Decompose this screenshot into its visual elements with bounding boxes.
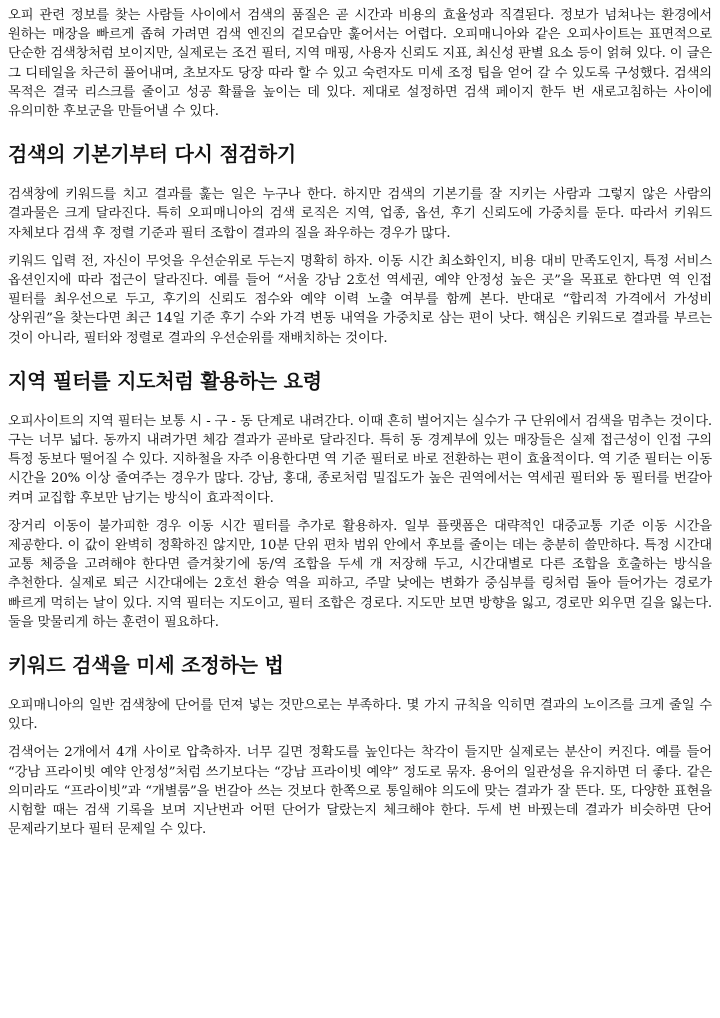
intro-paragraph: 오피 관련 정보를 찾는 사람들 사이에서 검색의 품질은 곧 시간과 비용의 효율성과 직결된다. 정보가 넘쳐나는 환경에서 원하는 매장을 빠르게 좁혀 가려면 검색 엔진의 겉모습만 훑어서는 어렵다. 오피매니아와 같은 오피사이트는 표면적으로 단순한 검색창처럼 보이지만, 실제로는 조건 필터, 지역 매핑, 사용자 신뢰도 지표, 최신성 판별 요소 등이 얽혀 있다. 이 글은 그 디테일을 차근히 풀어내며, 초보자도 당장 따라 할 수 있고 숙련자도 미세 조정 팁을 얻어 갈 수 있도록 구성했다. 검색의 목적은 결국 리스크를 줄이고 성공 확률을 높이는 데 있다. 제대로 설정하면 검색 페이지 한두 번 새로고침하는 사이에 유의미한 후보군을 만들어낼 수 있다.	[8, 8, 712, 120]
section-keyword-tuning	[8, 652, 712, 839]
section-heading: 검색의 기본기부터 다시 점검하기	[8, 142, 296, 167]
body-paragraph: 장거리 이동이 불가피한 경우 이동 시간 필터를 추가로 활용하자. 일부 플랫폼은 대략적인 대중교통 기준 이동 시간을 제공한다. 이 값이 완벽히 정확하진 않지만, 10분 단위 편차 범위 안에서 후보를 줄이는 데는 충분히 쓸만하다. 특정 시간대 교통 체증을 고려해야 한다면 즐겨찾기에 동/역 조합을 두세 개 저장해 두고, 시간대별로 다른 조합을 호출하는 방식을 추천한다. 실제로 퇴근 시간대에는 2호선 환승 역을 피하고, 주말 낮에는 변화가 중심부를 링처럼 돌아 들어가는 경로가 빠르게 먹히는 날이 있다. 지역 필터는 지도이고, 필터 조합은 경로다. 지도만 보면 방향을 잃고, 경로만 외우면 길을 잃는다. 둘을 맞물리게 하는 훈련이 필요하다.	[8, 518, 712, 630]
body-paragraph: 오피사이트의 지역 필터는 보통 시 - 구 - 동 단계로 내려간다. 이때 흔히 벌어지는 실수가 구 단위에서 검색을 멈추는 것이다. 구는 너무 넓다. 동까지 내려가면 체감 결과가 곧바로 달라진다. 특히 동 경계부에 있는 매장들은 실제 접근성이 인접 구의 특정 동보다 떨어질 수 있다. 지하철을 자주 이용한다면 역 기준 필터로 바로 전환하는 편이 효율적이다. 역 기준 필터는 이동 시간을 20% 이상 줄여주는 경우가 많다. 강남, 홍대, 종로처럼 밀집도가 높은 권역에서는 역세권 필터와 동 필터를 번갈아 켜며 교집합 후보만 남기는 방식이 효과적이다.	[8, 413, 712, 506]
section-region-filter	[8, 368, 712, 632]
section-heading: 지역 필터를 지도처럼 활용하는 요령	[8, 368, 322, 393]
body-paragraph: 오피매니아의 일반 검색창에 단어를 던져 넣는 것만으로는 부족하다. 몇 가지 규칙을 익히면 결과의 노이즈를 크게 줄일 수 있다.	[8, 698, 712, 733]
body-paragraph: 키워드 입력 전, 자신이 무엇을 우선순위로 두는지 명확히 하자. 이동 시간 최소화인지, 비용 대비 만족도인지, 특정 서비스 옵션인지에 따라 접근이 달라진다. 예를 들어 “서울 강남 2호선 역세권, 예약 안정성 높은 곳”을 목표로 한다면 역 인접 필터를 최우선으로 두고, 후기의 신뢰도 점수와 예약 이력 노출 여부를 함께 본다. 반대로 “합리적 가격에서 가성비 상위권”을 찾는다면 최근 14일 기준 후기 수와 가격 변동 내역을 가중치로 삼는 편이 낫다. 핵심은 키워드로 결과를 부르는 것이 아니라, 필터와 정렬로 결과의 우선순위를 재배치하는 것이다.	[8, 253, 712, 346]
body-paragraph: 검색창에 키워드를 치고 결과를 훑는 일은 누구나 한다. 하지만 검색의 기본기를 잘 지키는 사람과 그렇지 않은 사람의 결과물은 크게 달라진다. 특히 오피매니아의 검색 로직은 지역, 업종, 옵션, 후기 신뢰도에 가중치를 둔다. 따라서 키워드 자체보다 검색 후 정렬 기준과 필터 조합이 결과의 질을 좌우하는 경우가 많다.	[8, 187, 712, 241]
body-paragraph: 검색어는 2개에서 4개 사이로 압축하자. 너무 길면 정확도를 높인다는 착각이 들지만 실제로는 분산이 커진다. 예를 들어 “강남 프라이빗 예약 안정성”처럼 쓰기보다는 “강남 프라이빗 예약” 정도로 묶자. 용어의 일관성을 유지하면 더 좋다. 같은 의미라도 “프라이빗”과 “개별룸”을 번갈아 쓰는 것보다 한쪽으로 통일해야 의도에 맞는 결과가 잘 뜬다. 또, 다양한 표현을 시험할 때는 검색 기록을 보며 지난번과 어떤 단어가 달랐는지 체크해야 한다. 두세 번 바꿨는데 결과가 비슷하면 단어 문제라기보다 필터 문제일 수 있다.	[8, 745, 712, 838]
section-heading: 키워드 검색을 미세 조정하는 법	[8, 653, 284, 678]
section-basics	[8, 141, 712, 348]
